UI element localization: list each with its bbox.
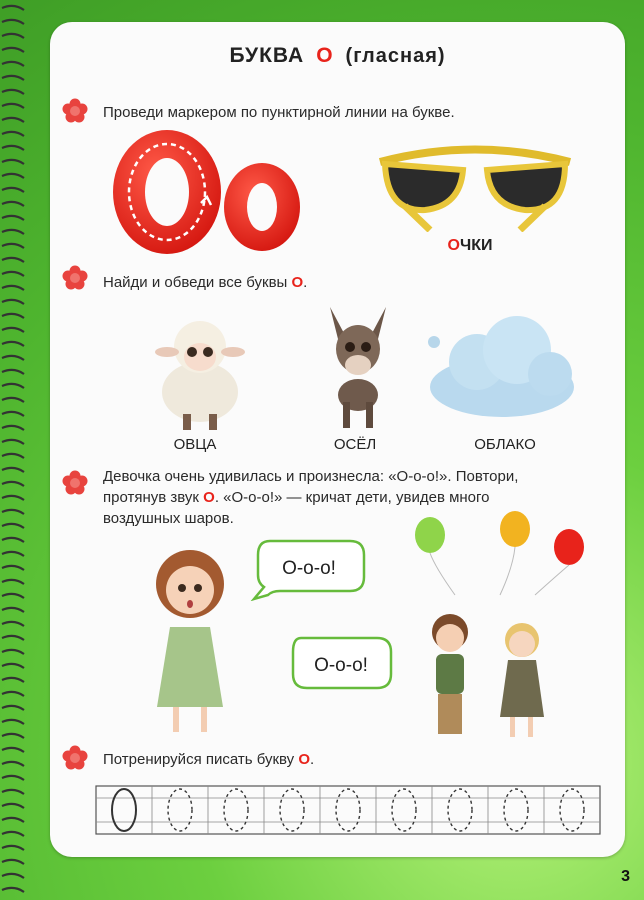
- spiral-ring: [2, 720, 24, 724]
- spiral-ring: [2, 510, 24, 514]
- spiral-ring: [2, 342, 24, 346]
- children-picture: [410, 602, 560, 747]
- tracing-letter-o[interactable]: [448, 789, 472, 831]
- spiral-ring: [2, 398, 24, 402]
- task-4-text-after: .: [310, 751, 315, 768]
- task-4-text-before: Потренируйся писать букву: [103, 751, 299, 768]
- spiral-ring: [2, 552, 24, 556]
- spiral-ring: [2, 566, 24, 570]
- spiral-ring: [2, 832, 24, 836]
- spiral-ring: [2, 636, 24, 640]
- spiral-ring: [2, 216, 24, 220]
- spiral-ring: [2, 580, 24, 584]
- spiral-binding: [0, 0, 26, 900]
- page-title: [50, 44, 625, 68]
- spiral-ring: [2, 272, 24, 276]
- task-2-text-before: Найди и обведи все буквы: [103, 274, 292, 291]
- spiral-ring: [2, 300, 24, 304]
- spiral-ring: [2, 748, 24, 752]
- spiral-ring: [2, 370, 24, 374]
- spiral-ring: [2, 104, 24, 108]
- page-number: 3: [621, 868, 630, 885]
- task-2-text: [103, 272, 613, 293]
- glasses-word-rest: ЧКИ: [459, 237, 493, 254]
- animal-label-cloud: ОБЛАКО: [474, 436, 536, 453]
- spiral-ring: [2, 286, 24, 290]
- spiral-ring: [2, 160, 24, 164]
- task-3-line-2: [103, 487, 601, 508]
- spiral-ring: [2, 482, 24, 486]
- task-2-text-after: .: [303, 274, 308, 291]
- spiral-ring: [2, 454, 24, 458]
- task-1-text: Проведи маркером по пунктирной линии на букве.: [103, 104, 455, 121]
- spiral-ring: [2, 860, 24, 864]
- tracing-letter-o[interactable]: [168, 789, 192, 831]
- writing-practice-grid[interactable]: [94, 784, 602, 836]
- spiral-ring: [2, 20, 24, 24]
- spiral-ring: [2, 188, 24, 192]
- glasses-word: [420, 237, 520, 255]
- speech-bubble-2-text: О-о-о!: [314, 655, 368, 676]
- balloons-picture: [405, 507, 595, 597]
- tracing-letter-o[interactable]: [112, 789, 136, 831]
- spiral-ring: [2, 258, 24, 262]
- tracing-letter-o[interactable]: [504, 789, 528, 831]
- spiral-ring: [2, 874, 24, 878]
- task-3-line-3: воздушных шаров.: [103, 510, 234, 527]
- sheep-picture[interactable]: [145, 302, 255, 432]
- spiral-ring: [2, 6, 24, 10]
- spiral-ring: [2, 202, 24, 206]
- spiral-ring: [2, 692, 24, 696]
- spiral-ring: [2, 664, 24, 668]
- title-letter: О: [316, 44, 334, 67]
- spiral-ring: [2, 538, 24, 542]
- spiral-ring: [2, 230, 24, 234]
- letter-o-tracing[interactable]: [105, 127, 305, 257]
- tracing-letter-o[interactable]: [280, 789, 304, 831]
- girl-picture: [145, 542, 235, 742]
- spiral-ring: [2, 90, 24, 94]
- task-3-line-2-before: протянув звук: [103, 489, 204, 506]
- task-3-line-2-after: . «О-о-о!» — кричат дети, увидев много: [214, 489, 490, 506]
- glasses-word-first-letter: О: [447, 237, 460, 254]
- spiral-ring: [2, 132, 24, 136]
- flower-bullet-icon: [62, 745, 88, 771]
- title-note: (гласная): [345, 45, 446, 67]
- flower-bullet-icon: [62, 265, 88, 291]
- spiral-ring: [2, 244, 24, 248]
- sunglasses-icon: [375, 132, 575, 232]
- animal-label-donkey: ОСЁЛ: [333, 436, 377, 453]
- spiral-ring: [2, 34, 24, 38]
- spiral-ring: [2, 608, 24, 612]
- spiral-ring: [2, 48, 24, 52]
- spiral-ring: [2, 496, 24, 500]
- spiral-ring: [2, 846, 24, 850]
- task-4-text: [103, 749, 613, 770]
- workbook-page: [50, 22, 625, 857]
- donkey-picture[interactable]: [308, 297, 408, 432]
- flower-bullet-icon: [62, 98, 88, 124]
- task-3-line-1: Девочка очень удивилась и произнесла: «О-о-о!». Повтори,: [103, 468, 519, 485]
- spiral-ring: [2, 62, 24, 66]
- spiral-ring: [2, 384, 24, 388]
- spiral-ring: [2, 804, 24, 808]
- spiral-ring: [2, 468, 24, 472]
- spiral-ring: [2, 706, 24, 710]
- spiral-ring: [2, 678, 24, 682]
- spiral-ring: [2, 790, 24, 794]
- spiral-ring: [2, 76, 24, 80]
- spiral-ring: [2, 776, 24, 780]
- spiral-ring: [2, 412, 24, 416]
- speech-bubble-1: [250, 537, 368, 601]
- spiral-ring: [2, 440, 24, 444]
- spiral-ring: [2, 328, 24, 332]
- spiral-ring: [2, 174, 24, 178]
- flower-bullet-icon: [62, 470, 88, 496]
- spiral-ring: [2, 818, 24, 822]
- spiral-ring: [2, 734, 24, 738]
- task-4-letter: О: [298, 751, 311, 768]
- speech-bubble-2: [287, 634, 395, 698]
- spiral-ring: [2, 314, 24, 318]
- cloud-picture[interactable]: [422, 302, 582, 422]
- spiral-ring: [2, 762, 24, 766]
- animal-label-sheep: ОВЦА: [173, 436, 217, 453]
- spiral-ring: [2, 356, 24, 360]
- spiral-ring: [2, 888, 24, 892]
- tracing-letter-o[interactable]: [336, 789, 360, 831]
- spiral-ring: [2, 146, 24, 150]
- tracing-letter-o[interactable]: [392, 789, 416, 831]
- speech-bubble-1-text: О-о-о!: [282, 558, 336, 579]
- task-2-letter: О: [291, 274, 304, 291]
- spiral-ring: [2, 650, 24, 654]
- spiral-ring: [2, 118, 24, 122]
- spiral-ring: [2, 524, 24, 528]
- tracing-letter-o[interactable]: [224, 789, 248, 831]
- tracing-letter-o[interactable]: [560, 789, 584, 831]
- spiral-ring: [2, 622, 24, 626]
- spiral-ring: [2, 426, 24, 430]
- title-prefix: БУКВА: [229, 44, 305, 67]
- spiral-ring: [2, 594, 24, 598]
- task-3-letter: О: [203, 489, 215, 506]
